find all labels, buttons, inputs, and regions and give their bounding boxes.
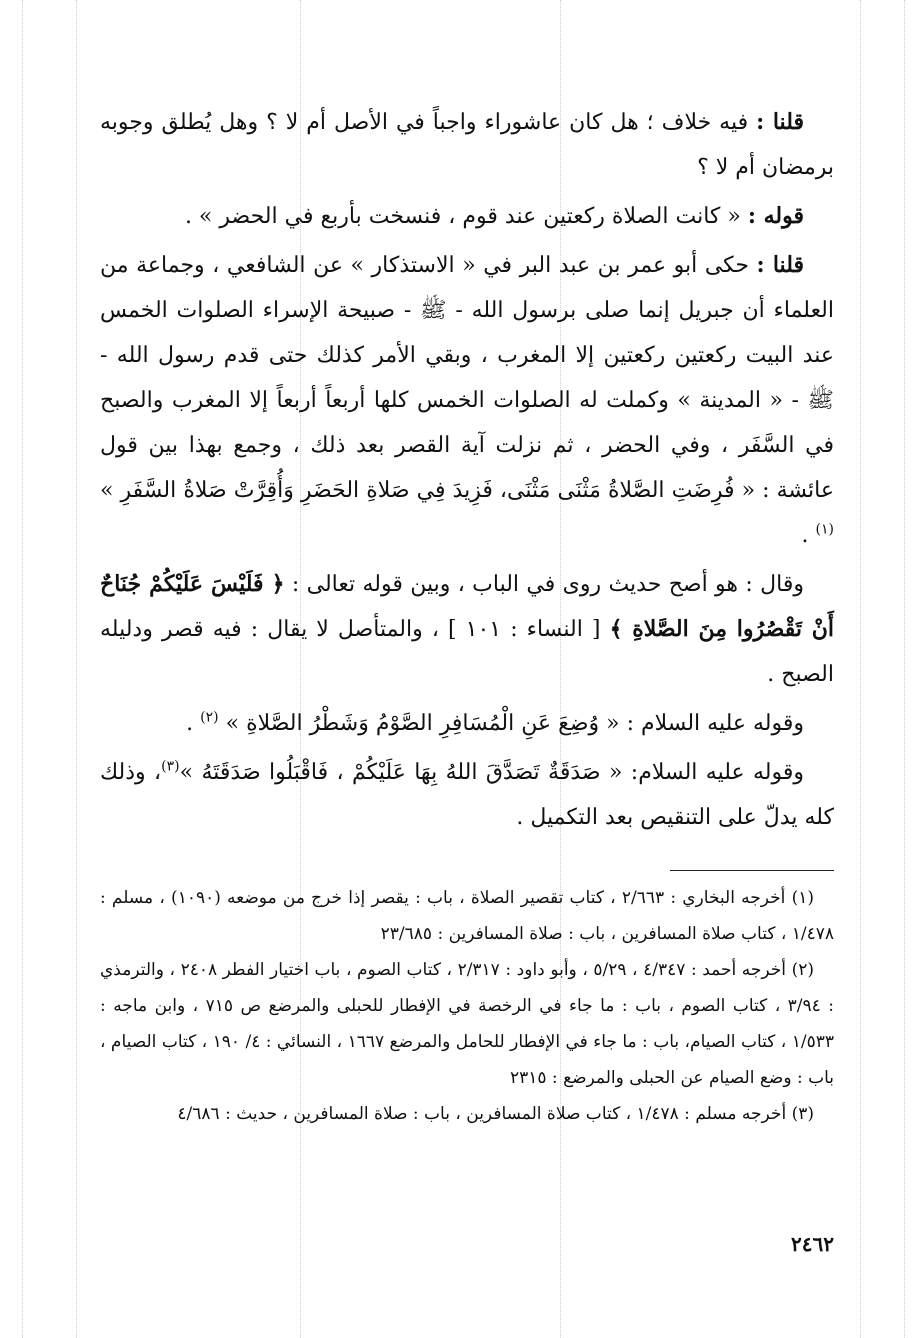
footnote-1: (١) أخرجه البخاري : ٢/٦٦٣ ، كتاب تقصير الصلاة ، باب : يقصر إذا خرج من موضعه (١٠٩٠) ، مسلم : ١/٤٧٨ ، كتاب صلاة المسافرين ، باب : صلاة المسافرين : ٢٣/٦٨٥ xyxy=(100,888,834,944)
paragraph-4 xyxy=(100,562,834,697)
paragraph-6 xyxy=(100,750,834,840)
quran-verse: ﴿ فَلَيْسَ عَلَيْكُمْ جُنَاحٌ أَنْ تَقْصُرُوا مِنَ الصَّلاةِ ﴾ xyxy=(100,571,834,642)
paragraph-text: وقال : هو أصح حديث روى في الباب ، وبين قوله تعالى : xyxy=(284,572,804,597)
footnote-separator xyxy=(670,870,834,871)
paragraph-lead: قلنا : xyxy=(756,252,804,278)
paragraph-3 xyxy=(100,243,834,558)
paragraph-text-end: [ النساء : ١٠١ ] ، والمتأصل لا يقال : فيه قصر ودليله الصبح . xyxy=(100,617,834,687)
paragraph-text-end: . xyxy=(801,523,816,548)
scan-edge-dots xyxy=(904,0,905,1338)
footnote-2: (٢) أخرجه أحمد : ٤/٣٤٧ ، ٥/٢٩ ، وأبو داود : ٢/٣١٧ ، كتاب الصوم ، باب اختيار الفطر ٢٤٠٨ ، والترمذي : ٣/٩٤ ، كتاب الصوم ، باب : ما جاء في الرخصة في الإفطار للحبلى والمرضع ص ٧١٥ ، وابن ماجه : ١/٥٣٣ ، كتاب الصيام، باب : ما جاء في الإفطار للحامل والمرضع ١٦٦٧ ، النسائي : ٤/ ١٩٠ ، كتاب الصيام ، باب : وضع الصيام عن الحبلى والمرضع : ٢٣١٥ xyxy=(100,960,834,1088)
paragraph-text: حكى أبو عمر بن عبد البر في « الاستذكار » عن الشافعي ، وجماعة من العلماء أن جبريل إنما صلى برسول الله - ﷺ - صبيحة الإسراء الصلوات الخمس عند البيت ركعتين ركعتين إلا المغرب ، وبقي الأمر كذلك حتى قدم رسول الله - ﷺ - « المدينة » وكملت له الصلوات الخمس كلها أربعاً أربعاً إلا المغرب والصبح في السَّفَر ، وفي الحضر ، ثم نزلت آية القصر بعد ذلك ، وجمع بهذا بين قول عائشة : « فُرِضَتِ الصَّلاةُ مَثْنَى مَثْنَى، فَزِيدَ فِي صَلاةِ الحَضَرِ وَأُقِرَّتْ صَلاةُ السَّفَرِ » xyxy=(100,253,834,503)
paragraph-1 xyxy=(100,100,834,190)
paragraph-text: « كانت الصلاة ركعتين عند قوم ، فنسخت بأربع في الحضر » . xyxy=(184,204,748,229)
paragraph-2 xyxy=(100,194,834,239)
scan-edge-dots xyxy=(22,0,23,1338)
footnote-ref: (٣) xyxy=(161,758,180,775)
footnote-ref: (٢) xyxy=(200,709,219,726)
footnote-ref: (١) xyxy=(815,521,834,538)
paragraph-text-end: . xyxy=(186,711,201,736)
main-text xyxy=(100,100,834,844)
scan-edge-dots xyxy=(76,0,77,1338)
paragraph-text-end: ، وذلك كله يدلّ على التنقيص بعد التكميل . xyxy=(100,760,834,830)
paragraph-text: وقوله عليه السلام: « صَدَقَةٌ تَصَدَّقَ اللهُ بِهَا عَلَيْكُمْ ، فَاقْبَلُوا صَدَقَتَهُ » xyxy=(179,760,805,785)
paragraph-text: وقوله عليه السلام : « وُضِعَ عَنِ الْمُسَافِرِ الصَّوْمُ وَشَطْرُ الصَّلاةِ » xyxy=(225,711,804,736)
paragraph-5 xyxy=(100,701,834,746)
scan-edge-dots xyxy=(860,0,861,1338)
paragraph-lead: قلنا : xyxy=(756,109,804,135)
paragraph-text: فيه خلاف ؛ هل كان عاشوراء واجباً في الأصل أم لا ؟ وهل يُطلق وجوبه برمضان أم لا ؟ xyxy=(100,110,834,180)
page-number: ٢٤٦٢ xyxy=(791,1232,834,1256)
paragraph-lead: قوله : xyxy=(747,203,804,229)
footnotes xyxy=(100,880,834,1132)
footnote-3: (٣) أخرجه مسلم : ١/٤٧٨ ، كتاب صلاة المسافرين ، باب : صلاة المسافرين ، حديث : ٤/٦٨٦ xyxy=(177,1104,814,1124)
